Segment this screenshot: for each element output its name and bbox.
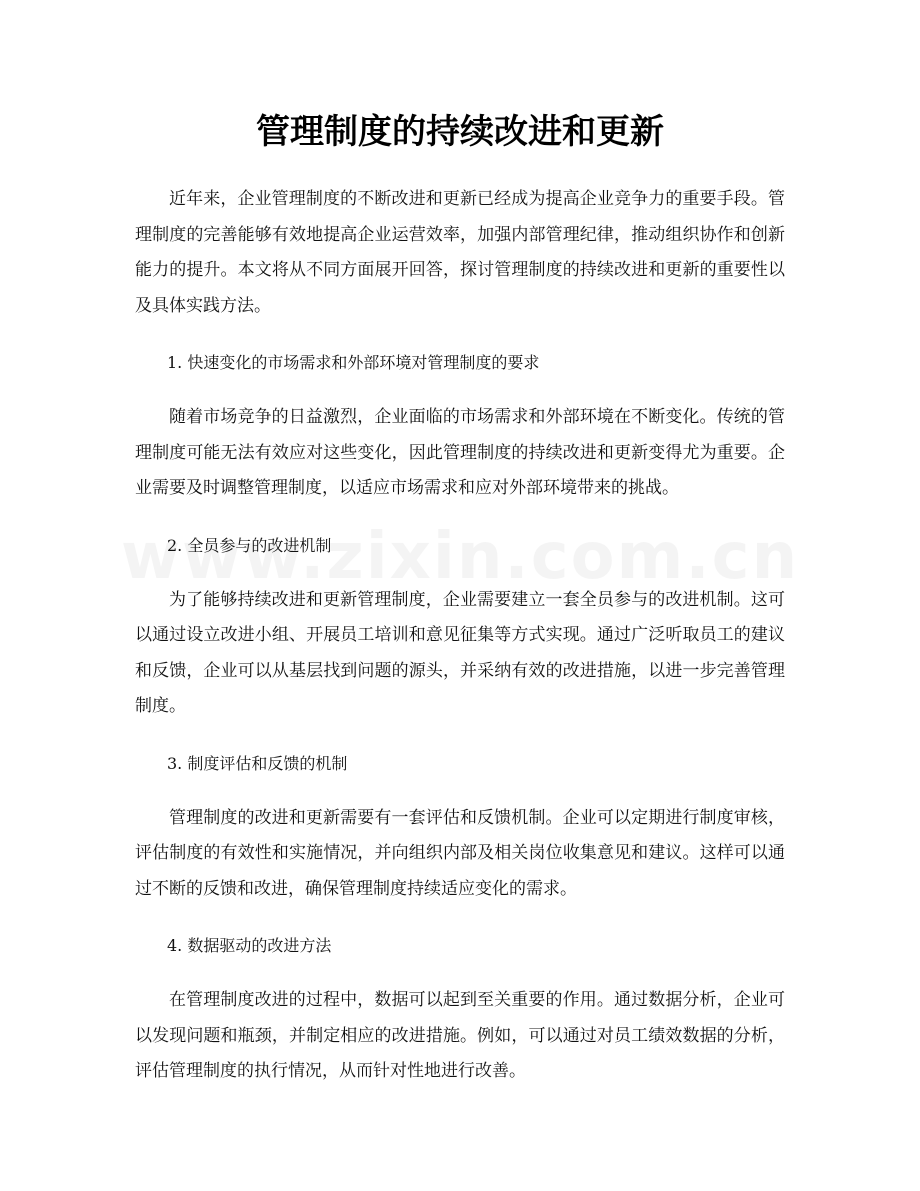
document-body (135, 182, 785, 1112)
section-1 (135, 346, 785, 507)
section-2 (135, 529, 785, 725)
intro-paragraph: 近年来，企业管理制度的不断改进和更新已经成为提高企业竞争力的重要手段。管理制度的完善能够有效地提高企业运营效率，加强内部管理纪律，推动组织协作和创新能力的提升。本文将从不同方面展开回答，探讨管理制度的持续改进和更新的重要性以及具体实践方法。 (135, 189, 785, 316)
section-paragraph: 随着市场竞争的日益激烈，企业面临的市场需求和外部环境在不断变化。传统的管理制度可能无法有效应对这些变化，因此管理制度的持续改进和更新变得尤为重要。企业需要及时调整管理制度，以适应市场需求和应对外部环境带来的挑战。 (135, 407, 785, 498)
section-heading: 2. 全员参与的改进机制 (167, 535, 332, 555)
section-3 (135, 747, 785, 908)
section-paragraph: 为了能够持续改进和更新管理制度，企业需要建立一套全员参与的改进机制。这可以通过设立改进小组、开展员工培训和意见征集等方式实现。通过广泛听取员工的建议和反馈，企业可以从基层找到问题的源头，并采纳有效的改进措施，以进一步完善管理制度。 (135, 589, 785, 716)
section-paragraph: 在管理制度改进的过程中，数据可以起到至关重要的作用。通过数据分析，企业可以发现问题和瓶颈，并制定相应的改进措施。例如，可以通过对员工绩效数据的分析，评估管理制度的执行情况，从而针对性地进行改善。 (135, 990, 785, 1081)
section-paragraph: 管理制度的改进和更新需要有一套评估和反馈机制。企业可以定期进行制度审核，评估制度的有效性和实施情况，并向组织内部及相关岗位收集意见和建议。这样可以通过不断的反馈和改进，确保管理制度持续适应变化的需求。 (135, 807, 785, 899)
section-heading: 3. 制度评估和反馈的机制 (167, 753, 348, 773)
document-title: 管理制度的持续改进和更新 (256, 112, 664, 152)
section-heading: 1. 快速变化的市场需求和外部环境对管理制度的要求 (167, 353, 540, 372)
section-heading: 4. 数据驱动的改进方法 (167, 936, 332, 955)
section-4 (135, 929, 785, 1090)
